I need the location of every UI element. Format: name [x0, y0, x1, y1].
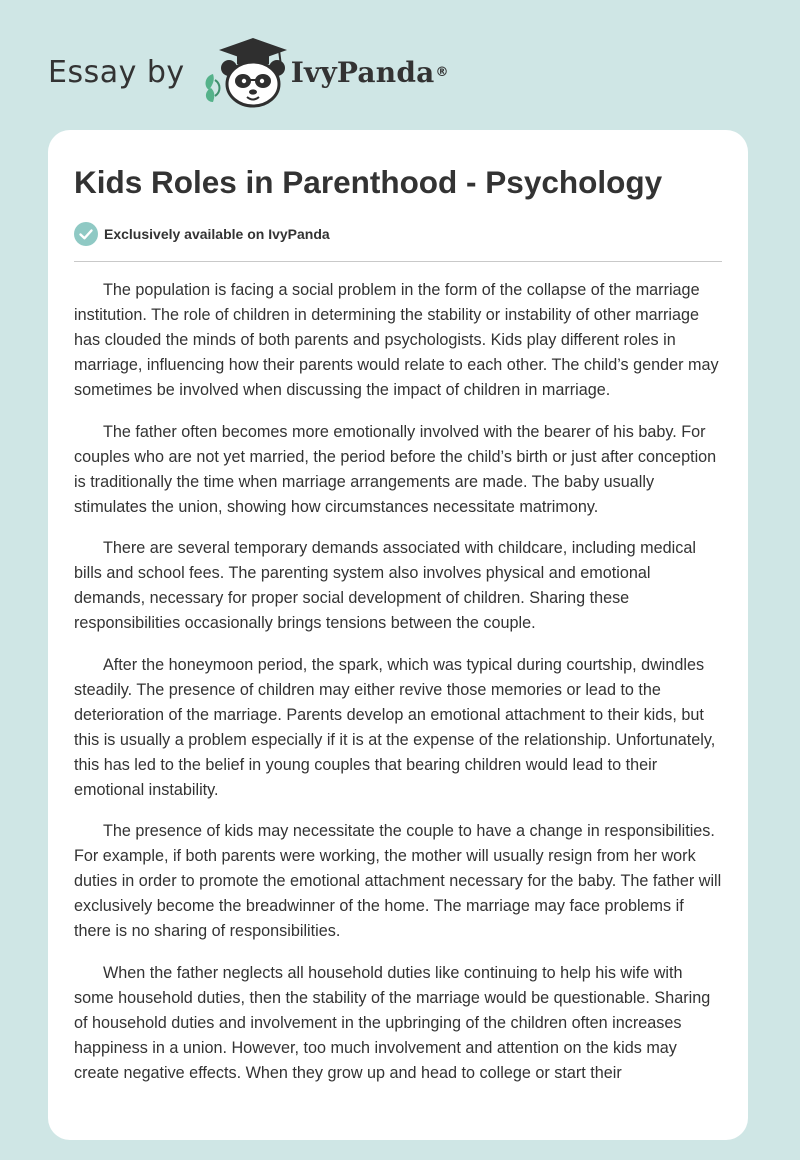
brand-prefix: Essay by	[48, 54, 185, 90]
registered-mark: ®	[435, 64, 449, 80]
panda-graduate-icon	[199, 36, 289, 108]
essay-body	[74, 278, 722, 1102]
essay-paragraph: There are several temporary demands associated with childcare, including medical bills and school fees. The parenting system also involves physical and emotional demands, necessary for proper social development of children. Sharing these responsibilities occasionally brings tensions between the couple.	[74, 539, 696, 632]
exclusive-badge	[74, 222, 330, 246]
check-circle-icon	[74, 222, 98, 246]
essay-paragraph: When the father neglects all household duties like continuing to help his wife with some household duties, then the stability of the marriage would be questionable. Sharing of household duties and involvement in the upbringing of the children often increases happiness in a union. However, too much involvement and attention on the kids may create negative effects. When they grow up and head to college or start their	[74, 963, 711, 1082]
essay-paragraph: The population is facing a social problem in the form of the collapse of the marriage institution. The role of children in determining the stability or instability of other marriage has clouded the minds of both parents and psychologists. Kids play different roles in marriage, influencing how their parents would relate to each other. The child’s gender may sometimes be involved when discussing the impact of children in marriage.	[74, 281, 719, 399]
essay-paragraph: The father often becomes more emotionally involved with the bearer of his baby. For couples who are not yet married, the period before the child’s birth or just after conception is traditionally the time when marriage arrangements are made. The baby usually stimulates the union, showing how circumstances necessitate matrimony.	[74, 422, 717, 516]
brand-name: IvyPanda	[290, 55, 435, 89]
divider	[74, 261, 722, 262]
site-header	[48, 36, 448, 108]
exclusive-badge-text: Exclusively available on IvyPanda	[104, 226, 330, 242]
essay-paragraph: After the honeymoon period, the spark, which was typical during courtship, dwindles steadily. The presence of children may either revive those memories or lead to the deterioration of the marriage. Parents develop an emotional attachment to their kids, but this is usually a problem especially if it is at the expense of the relationship. Unfortunately, this has led to the belief in young couples that bearing children would lead to their emotional instability.	[74, 655, 716, 799]
page-title: Kids Roles in Parenthood - Psychology	[74, 164, 663, 200]
essay-card	[48, 130, 748, 1140]
ivypanda-logo-link[interactable]	[199, 36, 449, 108]
essay-paragraph: The presence of kids may necessitate the couple to have a change in responsibilities. For example, if both parents were working, the mother will usually resign from her work duties in order to promote the emotional attachment necessary for the baby. The father will exclusively become the breadwinner of the home. The marriage may face problems if there is no sharing of responsibilities.	[74, 822, 722, 940]
